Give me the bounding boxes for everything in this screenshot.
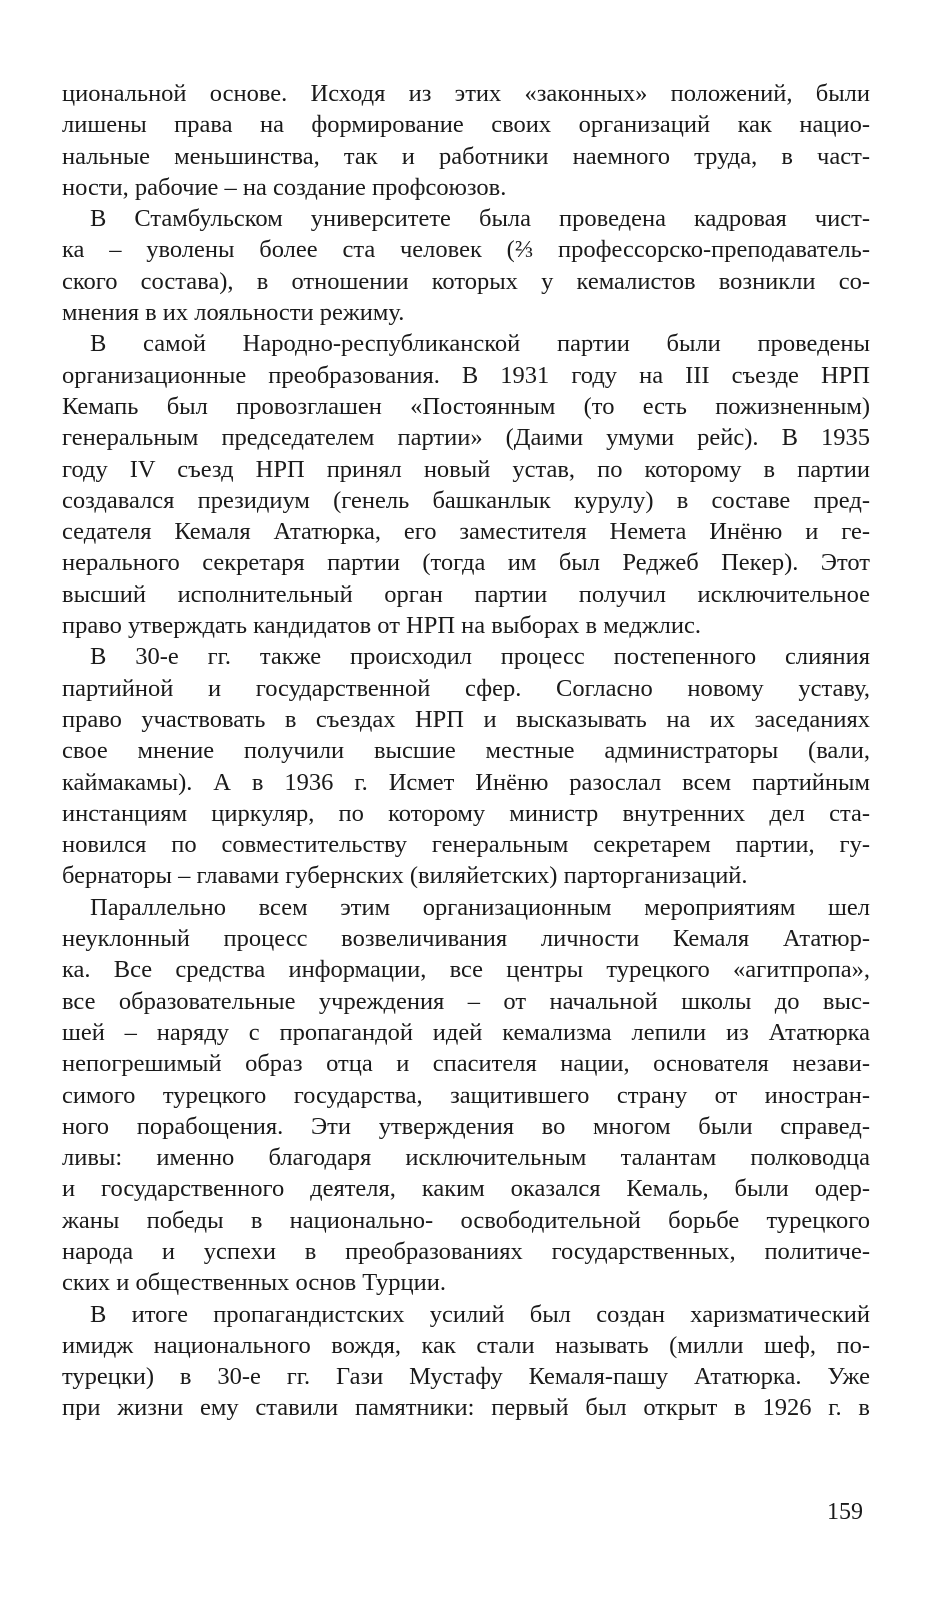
text-line: создавался президиум (генель башканлык курулу) в составе пред- — [62, 486, 870, 514]
text-line: бернаторы – главами губернских (виляйетских) парторганизаций. — [62, 862, 748, 890]
text-line: лишены права на формирование своих организаций как нацио- — [62, 111, 870, 139]
text-line: свое мнение получили высшие местные администраторы (вали, — [62, 737, 870, 765]
text-line: симого турецкого государства, защитившего страну от иностран- — [62, 1081, 870, 1109]
page-text — [62, 78, 870, 1424]
text-line: генеральным председателем партии» (Даими умуми рейс). В 1935 — [62, 424, 870, 452]
text-line: В Стамбульском университете была проведена кадровая чист- — [90, 205, 870, 233]
text-line: циональной основе. Исходя из этих «законных» положений, были — [62, 80, 870, 107]
text-line: непогрешимый образ отца и спасителя нации, основателя незави- — [62, 1050, 870, 1078]
text-line: новился по совместительству генеральным секретарем партии, гу- — [62, 831, 870, 859]
text-line: ного порабощения. Эти утверждения во многом были справед- — [62, 1112, 870, 1140]
text-line: ка – уволены более ста человек (⅔ профессорско-преподаватель- — [62, 236, 870, 264]
text-line: каймакамы). А в 1936 г. Исмет Инёню разослал всем партийным — [62, 768, 870, 796]
text-line: народа и успехи в преобразованиях государственных, политиче- — [62, 1237, 870, 1265]
text-line: инстанциям циркуляр, по которому министр внутренних дел ста- — [62, 799, 870, 827]
text-line: турецки) в 30-е гг. Гази Мустафу Кемаля-пашу Ататюрка. Уже — [62, 1363, 870, 1391]
text-line: высший исполнительный орган партии получил исключительное — [62, 580, 870, 608]
text-line: жаны победы в национально- освободительной борьбе турецкого — [62, 1206, 870, 1234]
text-line: шей – наряду с пропагандой идей кемализма лепили из Ататюрка — [62, 1018, 870, 1046]
text-line: нерального секретаря партии (тогда им был Реджеб Пекер). Этот — [62, 549, 870, 577]
text-line: право утверждать кандидатов от НРП на выборах в меджлис. — [62, 612, 702, 640]
text-line: В 30-е гг. также происходил процесс постепенного слияния — [90, 643, 870, 671]
text-line: ка. Все средства информации, все центры турецкого «агитпропа», — [62, 956, 870, 984]
text-line: В самой Народно-республиканской партии были проведены — [90, 330, 870, 358]
text-line: и государственного деятеля, каким оказался Кемаль, были одер- — [62, 1175, 870, 1203]
text-line: ского состава), в отношении которых у кемалистов возникли со- — [62, 267, 870, 295]
text-line: при жизни ему ставили памятники: первый был открыт в 1926 г. в — [62, 1394, 870, 1422]
text-line: право участвовать в съездах НРП и высказывать на их заседаниях — [62, 705, 870, 733]
text-line: нальные меньшинства, так и работники наемного труда, в част- — [62, 142, 870, 170]
text-line: Параллельно всем этим организационным мероприятиям шел — [90, 893, 870, 921]
text-line: все образовательные учреждения – от начальной школы до выс- — [62, 987, 870, 1015]
text-line: мнения в их лояльности режиму. — [62, 299, 405, 327]
text-line: организационные преобразования. В 1931 году на III съезде НРП — [62, 361, 870, 389]
text-line: ности, рабочие – на создание профсоюзов. — [62, 173, 507, 201]
text-line: имидж национального вождя, как стали называть (милли шеф, по- — [62, 1331, 870, 1359]
text-line: Кемапь был провозглашен «Постоянным (то есть пожизненным) — [62, 392, 870, 420]
text-line: ливы: именно благодаря исключительным талантам полководца — [62, 1144, 870, 1172]
text-line: ских и общественных основ Турции. — [62, 1269, 446, 1297]
text-line: В итоге пропагандистских усилий был создан харизматический — [90, 1300, 870, 1328]
page-number: 159 — [827, 1499, 863, 1525]
text-line: партийной и государственной сфер. Согласно новому уставу, — [62, 674, 870, 702]
text-line: году IV съезд НРП принял новый устав, по которому в партии — [62, 455, 870, 483]
text-line: седателя Кемаля Ататюрка, его заместителя Немета Инёню и ге- — [62, 518, 870, 546]
text-line: неуклонный процесс возвеличивания личности Кемаля Ататюр- — [62, 925, 870, 953]
